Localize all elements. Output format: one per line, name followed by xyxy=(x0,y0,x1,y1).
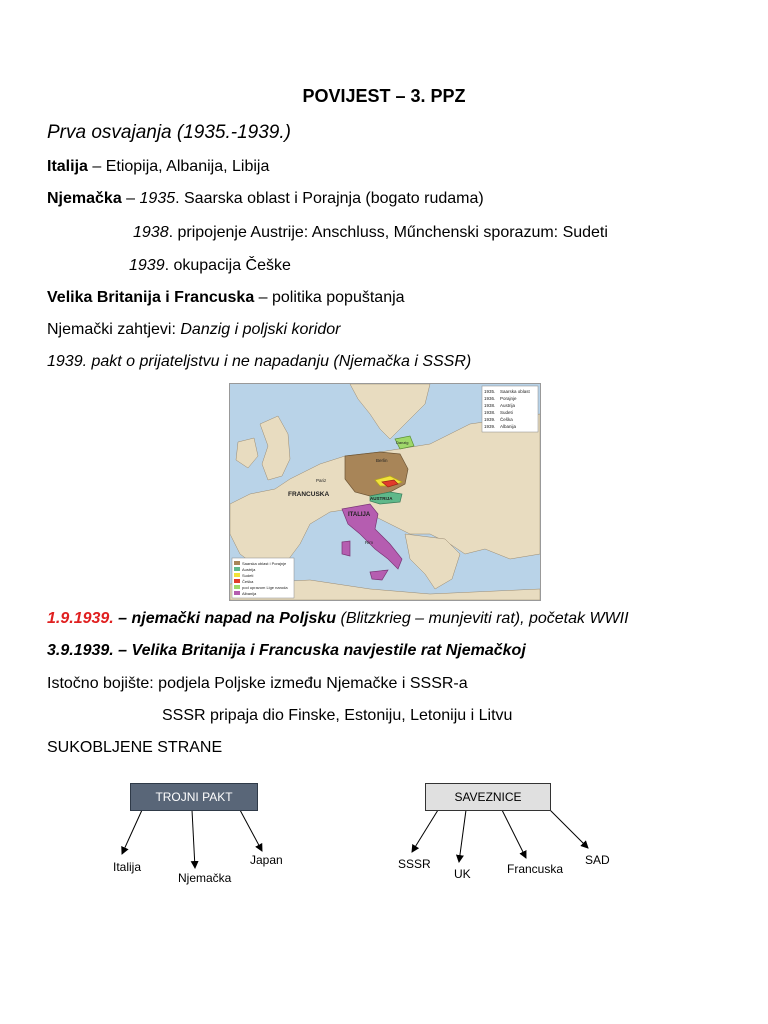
njemacka-year: 1935 xyxy=(139,190,176,207)
napad-bold: – njemački napad na Poljsku xyxy=(113,610,337,627)
napad-rest: (Blitzkrieg – munjeviti rat), početak WWII xyxy=(336,610,629,627)
arrow-trojni-italija xyxy=(122,810,142,854)
arrow-trojni-japan xyxy=(240,810,262,851)
italija-text: – Etiopija, Albanija, Libija xyxy=(87,158,270,175)
njemacka-label: Njemačka xyxy=(47,190,122,207)
legend-top-row: 1938. xyxy=(484,410,496,415)
saveznice-box: SAVEZNICE xyxy=(425,783,551,811)
text-1939: . okupacija Češke xyxy=(164,257,291,274)
njemacka-dash: – xyxy=(121,190,140,207)
legend-top-label: Albanija xyxy=(500,424,517,429)
bojiste-text: Istočno bojište: podjela Poljske između Njemačke i SSSR-a xyxy=(47,675,468,692)
legend-top-label: Saarska oblast xyxy=(500,389,530,394)
sukobljene-text: SUKOBLJENE STRANE xyxy=(47,739,223,756)
zahtjevi-text: Danzig i poljski koridor xyxy=(180,321,341,338)
node-japan: Japan xyxy=(250,853,283,867)
node-uk: UK xyxy=(454,867,471,881)
node-francuska: Francuska xyxy=(507,862,564,876)
node-njemacka: Njemačka xyxy=(178,871,232,885)
legend-bottom-row: Sudeti xyxy=(242,573,254,578)
pakt-text: 1939. pakt o prijateljstvu i ne napadanju (Njemačka i SSSR) xyxy=(47,353,472,370)
zahtjevi-label: Njemački zahtjevi: xyxy=(47,321,181,338)
arrow-saveznice-francuska xyxy=(502,810,526,858)
map-label-danzig: Danzig xyxy=(396,440,409,445)
arrow-saveznice-uk xyxy=(459,810,466,862)
britanija-text: – politika popuštanja xyxy=(254,289,405,306)
node-sssr: SSSR xyxy=(398,857,431,871)
page-title: POVIJEST – 3. PPZ xyxy=(302,86,466,106)
year-1938: 1938 xyxy=(133,224,169,241)
legend-top-row: 1938. xyxy=(484,403,496,408)
njemacka-text: . Saarska oblast i Porajnja (bogato rudama) xyxy=(175,190,484,207)
legend-top-row: 1935. xyxy=(484,389,496,394)
legend-top-row: 1936. xyxy=(484,396,496,401)
trojni-pakt-box: TROJNI PAKT xyxy=(130,783,258,811)
britanija-label: Velika Britanija i Francuska xyxy=(47,289,255,306)
legend-top-label: Sudeti xyxy=(500,410,513,415)
legend-bottom-row: pod upravom Lige naroda xyxy=(242,585,288,590)
map-label-francuska: FRANCUSKA xyxy=(288,491,330,498)
legend-bottom-row: Albanija xyxy=(242,591,257,596)
legend-bottom-row: Saarska oblast i Porajnje xyxy=(242,561,287,566)
rat-text: 3.9.1939. – Velika Britanija i Francuska navjestile rat Njemačkoj xyxy=(47,642,526,659)
legend-bottom-row: Češka xyxy=(242,579,254,584)
map-label-berlin: Berlin xyxy=(376,458,388,463)
legend-bottom-row: Austrija xyxy=(242,567,256,572)
section-subtitle: Prva osvajanja (1935.-1939.) xyxy=(47,122,291,143)
map-label-pariz: Pariz xyxy=(316,478,327,483)
arrow-saveznice-sad xyxy=(548,808,588,848)
map-label-rim: Rim xyxy=(365,540,373,545)
legend-top-row: 1939. xyxy=(484,424,496,429)
arrow-trojni-njemacka xyxy=(192,810,195,868)
text-1938: . pripojenje Austrije: Anschluss, Műnchenski sporazum: Sudeti xyxy=(168,224,608,241)
legend-top-label: Porajnje xyxy=(500,396,517,401)
ssssr-text: SSSR pripaja dio Finske, Estoniju, Letoniju i Litvu xyxy=(162,707,513,724)
map-label-italija: ITALIJA xyxy=(348,512,371,518)
italija-label: Italija xyxy=(47,158,88,175)
node-italija: Italija xyxy=(113,860,142,874)
legend-top-label: Austrija xyxy=(500,403,516,408)
legend-top-label: Češka xyxy=(500,417,513,422)
arrow-saveznice-sssr xyxy=(412,810,438,852)
napad-date: 1.9.1939. xyxy=(47,610,114,627)
map-label-austrija: AUSTRIJA xyxy=(370,496,393,501)
year-1939: 1939 xyxy=(129,257,165,274)
legend-top-row: 1939. xyxy=(484,417,496,422)
node-sad: SAD xyxy=(585,853,610,867)
